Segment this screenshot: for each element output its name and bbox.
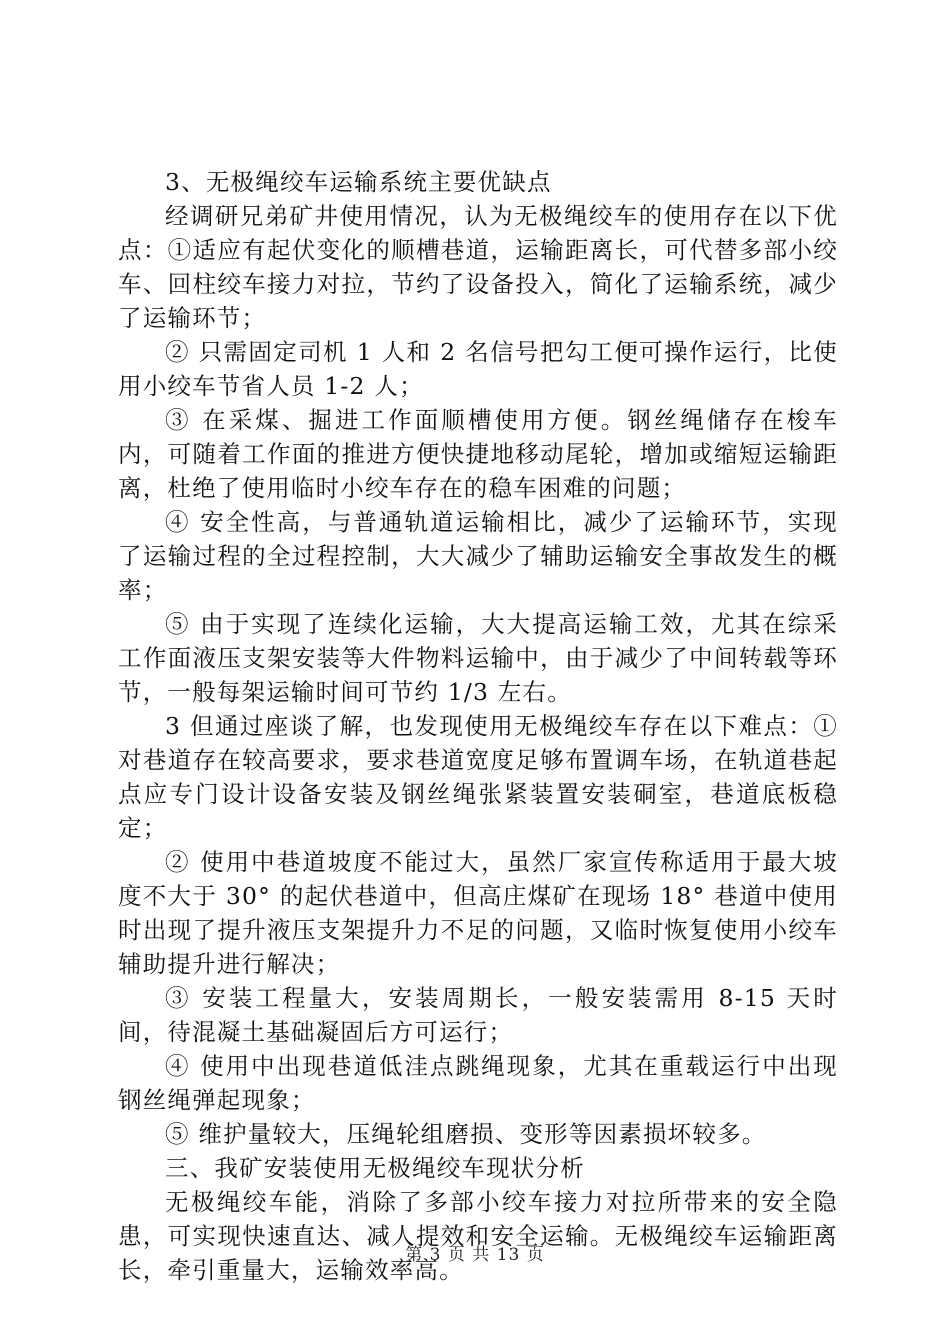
document-body bbox=[118, 165, 838, 1287]
paragraph-difficulties-intro: 3 但通过座谈了解，也发现使用无极绳绞车存在以下难点：①对巷道存在较高要求，要求巷道宽度足够布置调车场，在轨道巷起点应专门设计设备安装及钢丝绳张紧装置安装硐室，巷道底板稳定； bbox=[118, 712, 838, 842]
paragraph-difficulty-5: ⑤ 维护量较大，压绳轮组磨损、变形等因素损坏较多。 bbox=[165, 1120, 767, 1148]
section-heading-analysis: 三、我矿安装使用无极绳绞车现状分析 bbox=[165, 1154, 585, 1182]
paragraph-analysis: 无极绳绞车能，消除了多部小绞车接力对拉所带来的安全隐患，可实现快速直达、减人提效和安全运输。无极绳绞车运输距离长，牵引重量大，运输效率高。 bbox=[118, 1188, 838, 1284]
paragraph-advantage-3: ③ 在采煤、掘进工作面顺槽使用方便。钢丝绳储存在梭车内，可随着工作面的推进方便快捷地移动尾轮，增加或缩短运输距离，杜绝了使用临时小绞车存在的稳车困难的问题； bbox=[118, 406, 838, 502]
paragraph-advantage-5: ⑤ 由于实现了连续化运输，大大提高运输工效，尤其在综采工作面液压支架安装等大件物料运输中，由于减少了中间转载等环节，一般每架运输时间可节约 1/3 左右。 bbox=[118, 610, 838, 706]
paragraph-difficulty-3: ③ 安装工程量大，安装周期长，一般安装需用 8-15 天时间，待混凝土基础凝固后方可运行； bbox=[118, 984, 838, 1046]
page-footer: 第 3 页 共 13 页 bbox=[405, 1245, 545, 1265]
section-heading-advantages: 3、无极绳绞车运输系统主要优缺点 bbox=[165, 168, 552, 196]
paragraph-advantage-2: ② 只需固定司机 1 人和 2 名信号把勾工便可操作运行，比使用小绞车节省人员 1-2 人； bbox=[118, 338, 838, 400]
paragraph-advantages-intro: 经调研兄弟矿井使用情况，认为无极绳绞车的使用存在以下优点：①适应有起伏变化的顺槽巷道，运输距离长，可代替多部小绞车、回柱绞车接力对拉，节约了设备投入，简化了运输系统，减少了运输环节； bbox=[118, 202, 838, 332]
paragraph-difficulty-4: ④ 使用中出现巷道低洼点跳绳现象，尤其在重载运行中出现钢丝绳弹起现象； bbox=[118, 1052, 838, 1114]
paragraph-advantage-4: ④ 安全性高，与普通轨道运输相比，减少了运输环节，实现了运输过程的全过程控制，大大减少了辅助运输安全事故发生的概率； bbox=[118, 508, 838, 604]
paragraph-difficulty-2: ② 使用中巷道坡度不能过大，虽然厂家宣传称适用于最大坡度不大于 30° 的起伏巷道中，但高庄煤矿在现场 18° 巷道中使用时出现了提升液压支架提升力不足的问题，又临时恢复使用小绞车辅助提升进行解决； bbox=[118, 848, 838, 978]
